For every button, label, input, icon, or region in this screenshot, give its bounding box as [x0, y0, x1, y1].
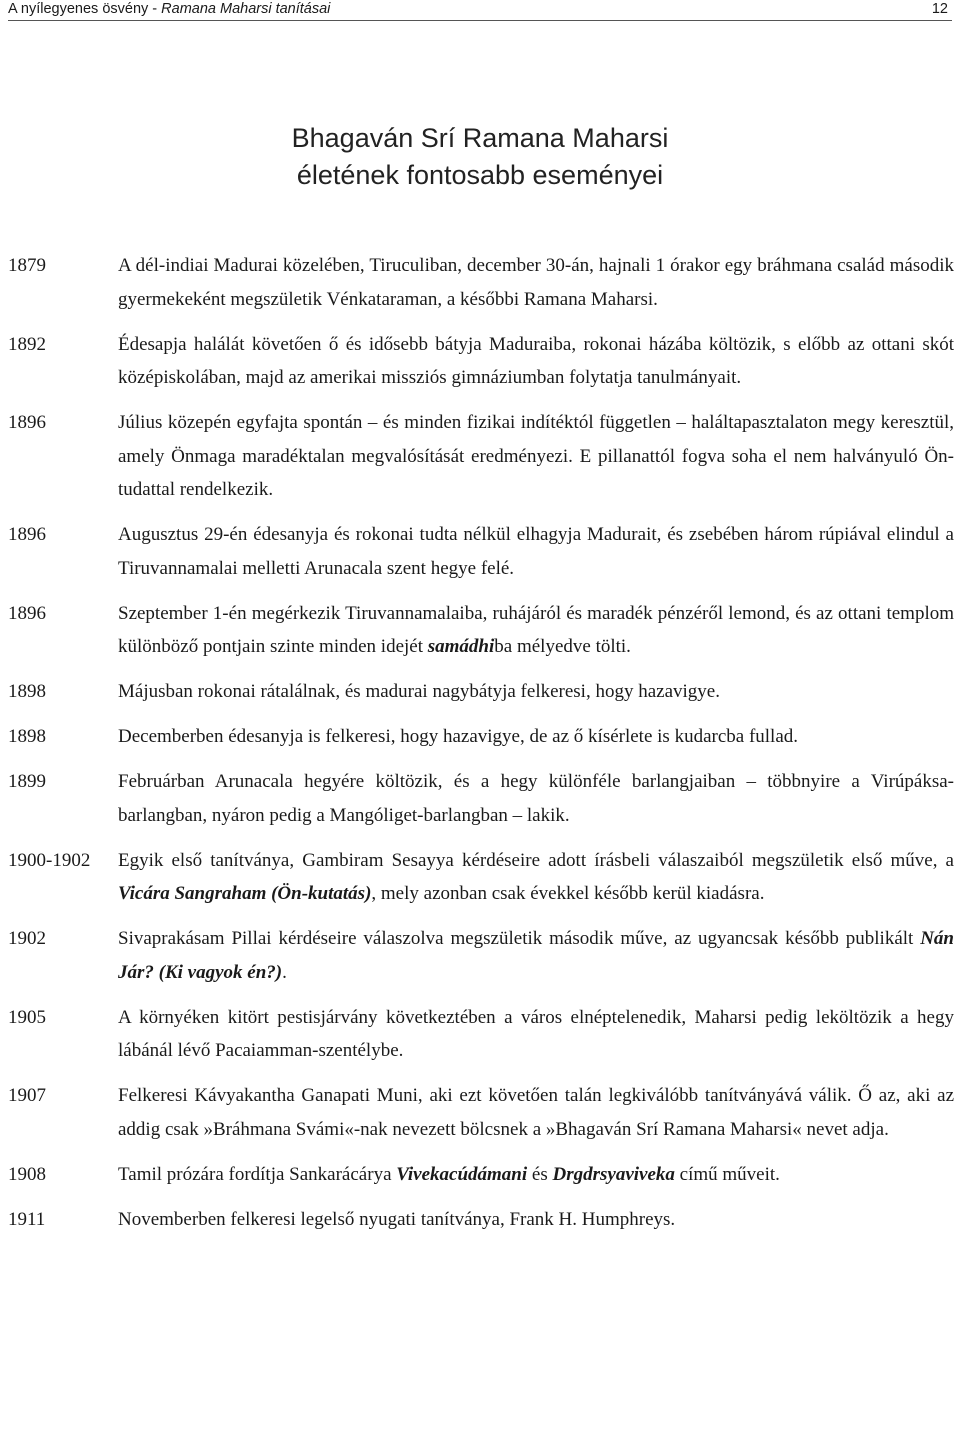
timeline-entry	[8, 1158, 954, 1192]
timeline-entry	[8, 249, 954, 316]
timeline-entry	[8, 844, 954, 911]
entry-text-part: Novemberben felkeresi legelső nyugati tanítványa, Frank H. Humphreys.	[118, 1208, 676, 1230]
entry-text-part: Augusztus 29-én édesanyja és rokonai tudta nélkül elhagyja Madurait, és zsebében három rúpiával elindul a Tiruvannamalai melletti Arunacala szent hegye felé.	[118, 524, 954, 579]
page-title	[0, 120, 960, 194]
entry-text	[118, 518, 954, 585]
entry-text-part: Decemberben édesanyja is felkeresi, hogy hazavigye, de az ő kísérlete is kudarcba fullad.	[118, 726, 799, 747]
entry-text	[118, 1158, 954, 1192]
timeline-entry	[8, 765, 954, 832]
entry-text	[118, 1079, 954, 1146]
entry-text	[118, 597, 954, 664]
entry-text-part: A dél-indiai Madurai közelében, Tiruculiban, december 30-án, hajnali 1 órakor egy bráhmana család második gyermekeként megszületik Vénkataraman, a későbbi Ramana Maharsi.	[118, 255, 954, 310]
timeline-entry	[8, 597, 954, 664]
page-title-line-1: Bhagaván Srí Ramana Maharsi	[291, 123, 669, 153]
header-title-plain: A nyílegyenes ösvény -	[8, 1, 162, 17]
header-title-italic: Ramana Maharsi tanításai	[161, 1, 331, 17]
running-header	[8, 0, 952, 21]
entry-text	[118, 765, 954, 832]
timeline-entry	[8, 720, 954, 754]
entry-text	[118, 249, 954, 316]
entry-text-part: Egyik első tanítványa, Gambiram Sesayya kérdéseire adott írásbeli válaszaiból megszületik első műve, a	[118, 849, 954, 871]
entry-year: 1896	[8, 602, 46, 624]
entry-text	[118, 406, 954, 507]
timeline-entry	[8, 1079, 954, 1146]
entry-text-part: Sivaprakásam Pillai kérdéseire válaszolva megszületik második műve, az ugyancsak később publikált	[118, 928, 921, 949]
entry-text-part: Februárban Arunacala hegyére költözik, és a hegy különféle barlangjaiban – többnyire a Virúpáksa-barlangban, nyáron pedig a Mangóliget-barlangban – lakik.	[118, 771, 954, 826]
entry-text-part: A környéken kitört pestisjárvány következtében a város elnéptelenedik, Maharsi pedig leköltözik a hegy lábánál lévő Pacaiamman-szentélybe.	[118, 1006, 954, 1061]
entry-year: 1902	[8, 928, 46, 949]
timeline-entry	[8, 1203, 954, 1237]
entry-text-part: Szeptember 1-én megérkezik Tiruvannamalaiba, ruhájáról és maradék pénzéről lemond, és az ottani templom különböző pontjain szinte minden idejét	[118, 602, 954, 657]
entry-text-part: .	[282, 961, 287, 983]
entry-text	[118, 328, 954, 395]
entry-text-part: Tamil prózára fordítja Sankarácárya	[118, 1163, 397, 1185]
header-book-title	[8, 0, 330, 18]
entry-year: 1896	[8, 412, 46, 433]
entry-text-part: Májusban rokonai rátalálnak, és madurai nagybátyja felkeresi, hogy hazavigye.	[118, 681, 720, 702]
entry-year: 1896	[8, 524, 46, 545]
page-number: 12	[931, 1, 948, 17]
entry-text-part: című műveit.	[674, 1163, 780, 1185]
entry-text	[118, 675, 954, 709]
entry-text	[118, 720, 954, 754]
page-title-line-2: életének fontosabb eseményei	[296, 160, 664, 190]
entry-emphasis: Nán Jár? (Ki vagyok én?)	[118, 928, 954, 983]
entry-text-part: ba mélyedve tölti.	[494, 636, 631, 657]
timeline-entry	[8, 518, 954, 585]
entry-emphasis: Vicára Sangraham (Ön-kutatás)	[118, 883, 372, 904]
timeline-entry	[8, 328, 954, 395]
entry-text-part: , mely azonban csak évekkel később kerül kiadásra.	[371, 883, 765, 904]
entry-text	[118, 1203, 954, 1237]
entry-text-part: Július közepén egyfajta spontán – és minden fizikai indítéktól független – haláltapasztalaton megy keresztül, amely Önmaga maradéktalan megvalósítását eredményezi. E pillanattól fogva soha el nem halványuló Ön-tudattal rendelkezik.	[118, 412, 954, 500]
entry-year: 1900-1902	[8, 849, 91, 871]
entry-year: 1899	[8, 771, 46, 792]
timeline-entry	[8, 1001, 954, 1068]
timeline-entry	[8, 922, 954, 989]
entry-emphasis: Vivekacúdámani	[396, 1163, 528, 1185]
entry-text	[118, 1001, 954, 1068]
entry-year: 1907	[8, 1085, 46, 1106]
entry-year: 1898	[8, 726, 46, 747]
entry-year: 1905	[8, 1006, 46, 1028]
timeline-entry	[8, 675, 954, 709]
entry-text	[118, 922, 954, 989]
entry-text-part: Felkeresi Kávyakantha Ganapati Muni, aki ezt követően talán legkiválóbb tanítványává válik. Ő az, aki az addig csak »Bráhmana Svámi«-nak nevezett bölcsnek a »Bhagaván Srí Ramana Maharsi« nevet adja.	[118, 1085, 954, 1140]
entry-year: 1911	[8, 1208, 46, 1230]
timeline-entry	[8, 406, 954, 507]
entry-text-part: Édesapja halálát követően ő és idősebb bátyja Maduraiba, rokonai házába költözik, s előbb az ottani skót középiskolában, majd az amerikai missziós gimnáziumban folytatja tanulmányait.	[118, 333, 954, 388]
entry-year: 1898	[8, 681, 46, 702]
entry-text	[118, 844, 954, 911]
entry-year: 1879	[8, 255, 46, 276]
entry-text-part: és	[527, 1163, 553, 1185]
entry-year: 1892	[8, 333, 46, 355]
entry-emphasis: Drgdrsyaviveka	[552, 1163, 675, 1185]
entry-emphasis: samádhi	[427, 636, 495, 657]
entry-year: 1908	[8, 1163, 46, 1185]
timeline	[8, 249, 954, 1248]
